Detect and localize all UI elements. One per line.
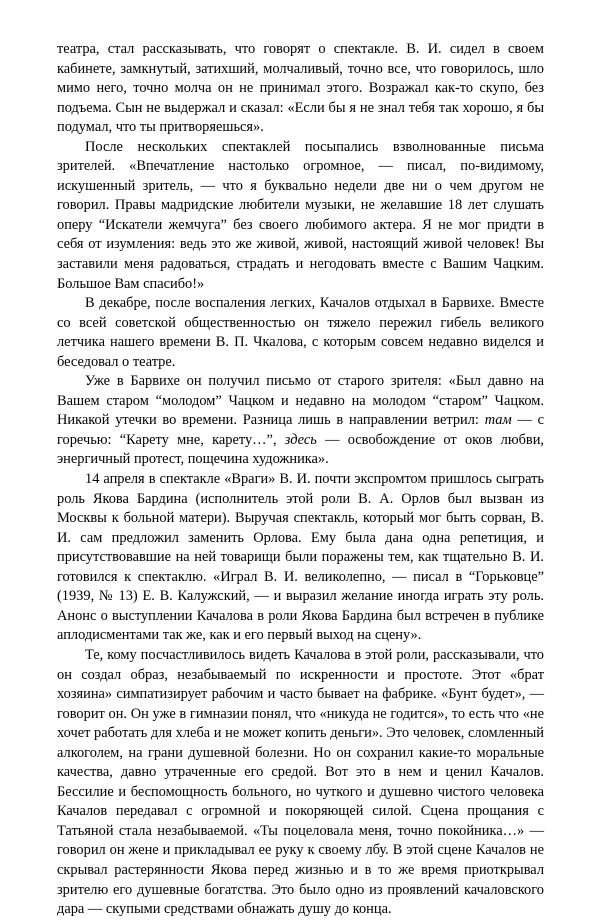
paragraph-1: театра, стал рассказывать, что говорят о спектакле. В. И. сидел в своем кабинете, замкнутый, затихший, молчаливый, точно все, что говорилось, шло мимо него, точно молча он не принимал этого. Возражал как-то скупо, без подъема. Сын не выдержал и сказал: «Если бы я не знал тебя так хорошо, я бы подумал, что ты притворяешься». [57,41,544,136]
emphasis-text: там [484,412,512,429]
paragraph-6: Те, кому посчастливилось видеть Качалова в этой роли, рассказывали, что он создал образ, незабываемый по искренности и простоте. Этот «брат хозяина» симпатизирует рабочим и часто бывает на фабрике. «Бунт будет», — говорит он. Он уже в гимназии понял, что «никуда не годится», то есть что «не хочет работать для хлеба и не может копить деньги». Это человек, сломленный алкоголем, на грани душевной болезни. Но он сохранил какие-то моральные качества, давно утраченные его средой. Вот это в нем и ценил Качалов. Бессилие и беспомощность больного, но чуткого и душевно чистого человека Качалов передавал с огромной и покоряющей силой. Сцена прощания с Татьяной стала незабываемой. «Ты поцеловала меня, точно покойника…» — говорил он жене и прикладывал ее руку к своему лбу. В этой сцене Качалов не скрывал растерянности Якова перед жизнью и в то же время приоткрывал зрителю его душевные богатства. Это было одно из проявлений качаловского дара — скупыми средствами обнажать душу до конца. [57,646,544,918]
emphasis-text: здесь [284,431,317,448]
body-text-column [57,40,544,920]
paragraph-4: Уже в Барвихе он получил письмо от старого зрителя: «Был давно на Вашем старом “молодом” Чацком и недавно на молодом “старом” Чацком. Никакой утечки во времени. Разница лишь в направлении ветрил: там — с горечью: “Карету мне, карету…”, здесь — освобождение от оков любви, энергичный протест, пощечина художника». [57,373,544,468]
paragraph-2: После нескольких спектаклей посыпались взволнованные письма зрителей. «Впечатление настолько огромное, — писал, по-видимому, искушенный зритель, — что я буквально недели две ни о чем другом не говорил. Правы мадридские любители музыки, не желавшие 18 лет слушать оперу “Искатели жемчуга” без своего любимого актера. Я не мог придти в себя от изумления: ведь это же живой, живой, настоящий живой человек! Вы заставили меня радоваться, страдать и негодовать вместе с Вашим Чацким. Большое Вам спасибо!» [57,138,544,292]
paragraph-5: 14 апреля в спектакле «Враги» В. И. почти экспромтом пришлось сыграть роль Якова Бардина (исполнитель этой роли В. А. Орлов был вызван из Москвы к больной матери). Выручая спектакль, который мог быть сорван, В. И. сам предложил заменить Орлова. Ему была дана одна репетиция, и присутствовавшие на ней товарищи были поражены тем, как тщательно В. И. готовился к спектаклю. «Играл В. И. великолепно, — писал в “Горьковце” (1939, № 13) Е. В. Калужский, — и выразил желание иногда играть эту роль. Анонс о выступлении Качалова в роли Якова Бардина был встречен в публике аплодисментами так же, как и его первый выход на сцену». [57,471,544,644]
paragraph-3: В декабре, после воспаления легких, Качалов отдыхал в Барвихе. Вместе со всей советской общественностью он тяжело пережил гибель великого летчика нашего времени В. П. Чкалова, с которым совсем недавно виделся и беседовал о театре. [57,295,544,370]
